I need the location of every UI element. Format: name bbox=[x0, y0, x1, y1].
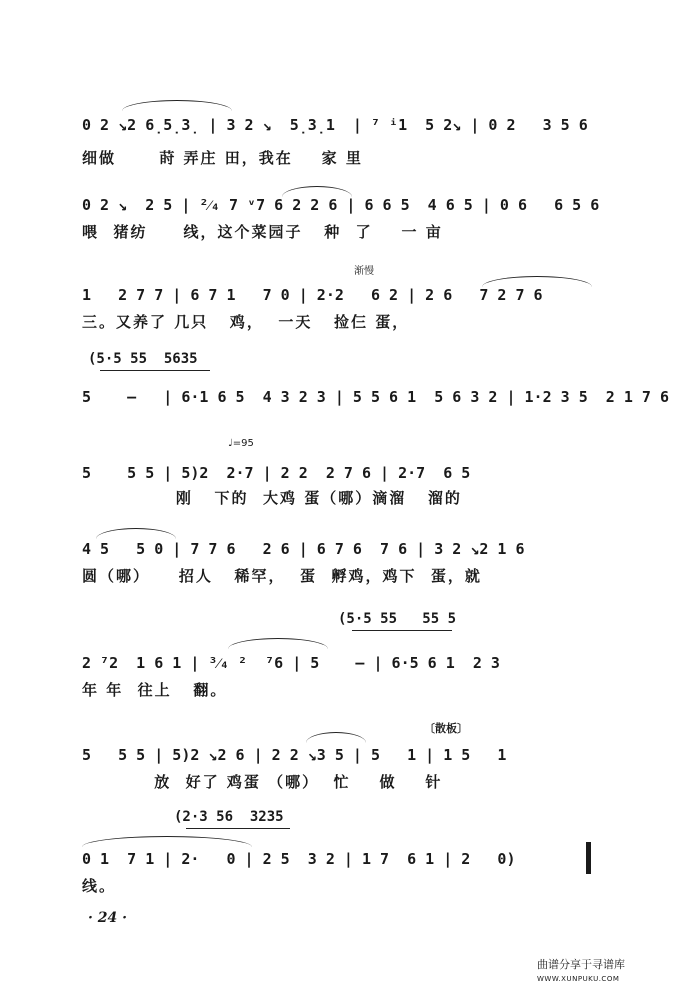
notation-line: 1 2 7 7 | 6 7 1 7 0 | 2·2 6 2 | 2 6 7 2 7 6 bbox=[82, 286, 543, 304]
lyric-line: 三。又养了 几只 鸡， 一天 捡仨 蛋， bbox=[82, 313, 410, 331]
lyric-line: 圆（哪） 招人 稀罕， 蛋 孵鸡，鸡下 蛋，就 bbox=[82, 567, 482, 585]
rhythm-underline bbox=[352, 630, 452, 631]
notation-line: 5 — | 6·1 6 5 4 3 2 3 | 5 5 6 1 5 6 3 2 | 1·2 3 5 2 1 7 6 bbox=[82, 388, 669, 406]
final-barline bbox=[586, 842, 591, 874]
notation-line: 2 ⁷2 1 6 1 | ³⁄₄ ² ⁷6 | 5 — | 6·5 6 1 2 3 bbox=[82, 654, 500, 672]
intro-phrase: (2·3 56 3235 bbox=[174, 809, 284, 825]
page-number: · 24 · bbox=[88, 910, 127, 926]
notation-line: 0 2 ↘2 6̣5̣3̣ | 3 2 ↘ 5̣3̣1 | ⁷ ⁱ1 5 2↘ | 0 2 3 5 6 bbox=[82, 116, 588, 134]
phrase-slur bbox=[228, 638, 328, 649]
rhythm-underline bbox=[100, 370, 210, 371]
lyric-line: 放 好了 鸡蛋 （哪） 忙 做 针 bbox=[82, 773, 443, 791]
tempo-marking-jianman: 渐慢 bbox=[354, 266, 374, 277]
tempo-marking-metronome: ♩=95 bbox=[228, 438, 254, 449]
notation-line: 0 1 7 1 | 2· 0 | 2 5 3 2 | 1 7 6 1 | 2 0) bbox=[82, 850, 516, 868]
notation-line: 4 5 5 0 | 7 7 6 2 6 | 6 7 6 7 6 | 3 2 ↘2 1 6 bbox=[82, 540, 525, 558]
lyric-line: 刚 下的 大鸡 蛋（哪）滴溜 溜的 bbox=[82, 489, 462, 507]
site-url: WWW.XUNPUKU.COM bbox=[537, 975, 620, 983]
lyric-line: 喂 猪纺 线，这个菜园子 种 了 一 亩 bbox=[82, 223, 443, 241]
site-watermark bbox=[537, 958, 667, 986]
notation-line: 0 2 ↘ 2 5 | ²⁄₄ 7 ᵛ7 6 2 2 6 | 6 6 5 4 6 5 | 0 6 6 5 6 bbox=[82, 196, 600, 214]
sanban-marking: 〔散板〕 bbox=[424, 722, 468, 735]
lyric-line: 细做 莳 弄庄 田，我在 家 里 bbox=[82, 149, 363, 167]
site-name: 曲谱分享于寻谱库 bbox=[537, 958, 625, 971]
intro-phrase: (5·5 55 5635 bbox=[88, 351, 198, 367]
lyric-line: 年 年 往上 翻。 bbox=[82, 681, 228, 699]
notation-line: 5 5 5 | 5)2 2·7 | 2 2 2 7 6 | 2·7 6 5 bbox=[82, 464, 471, 482]
intro-phrase: (5·5 55 55 5 bbox=[338, 611, 457, 627]
notation-line: 5 5 5 | 5)2 ↘2 6 | 2 2 ↘3 5 | 5 1 | 1 5 1 bbox=[82, 746, 507, 764]
lyric-line: 线。 bbox=[82, 877, 117, 895]
phrase-slur bbox=[122, 100, 232, 111]
rhythm-underline bbox=[186, 828, 290, 829]
